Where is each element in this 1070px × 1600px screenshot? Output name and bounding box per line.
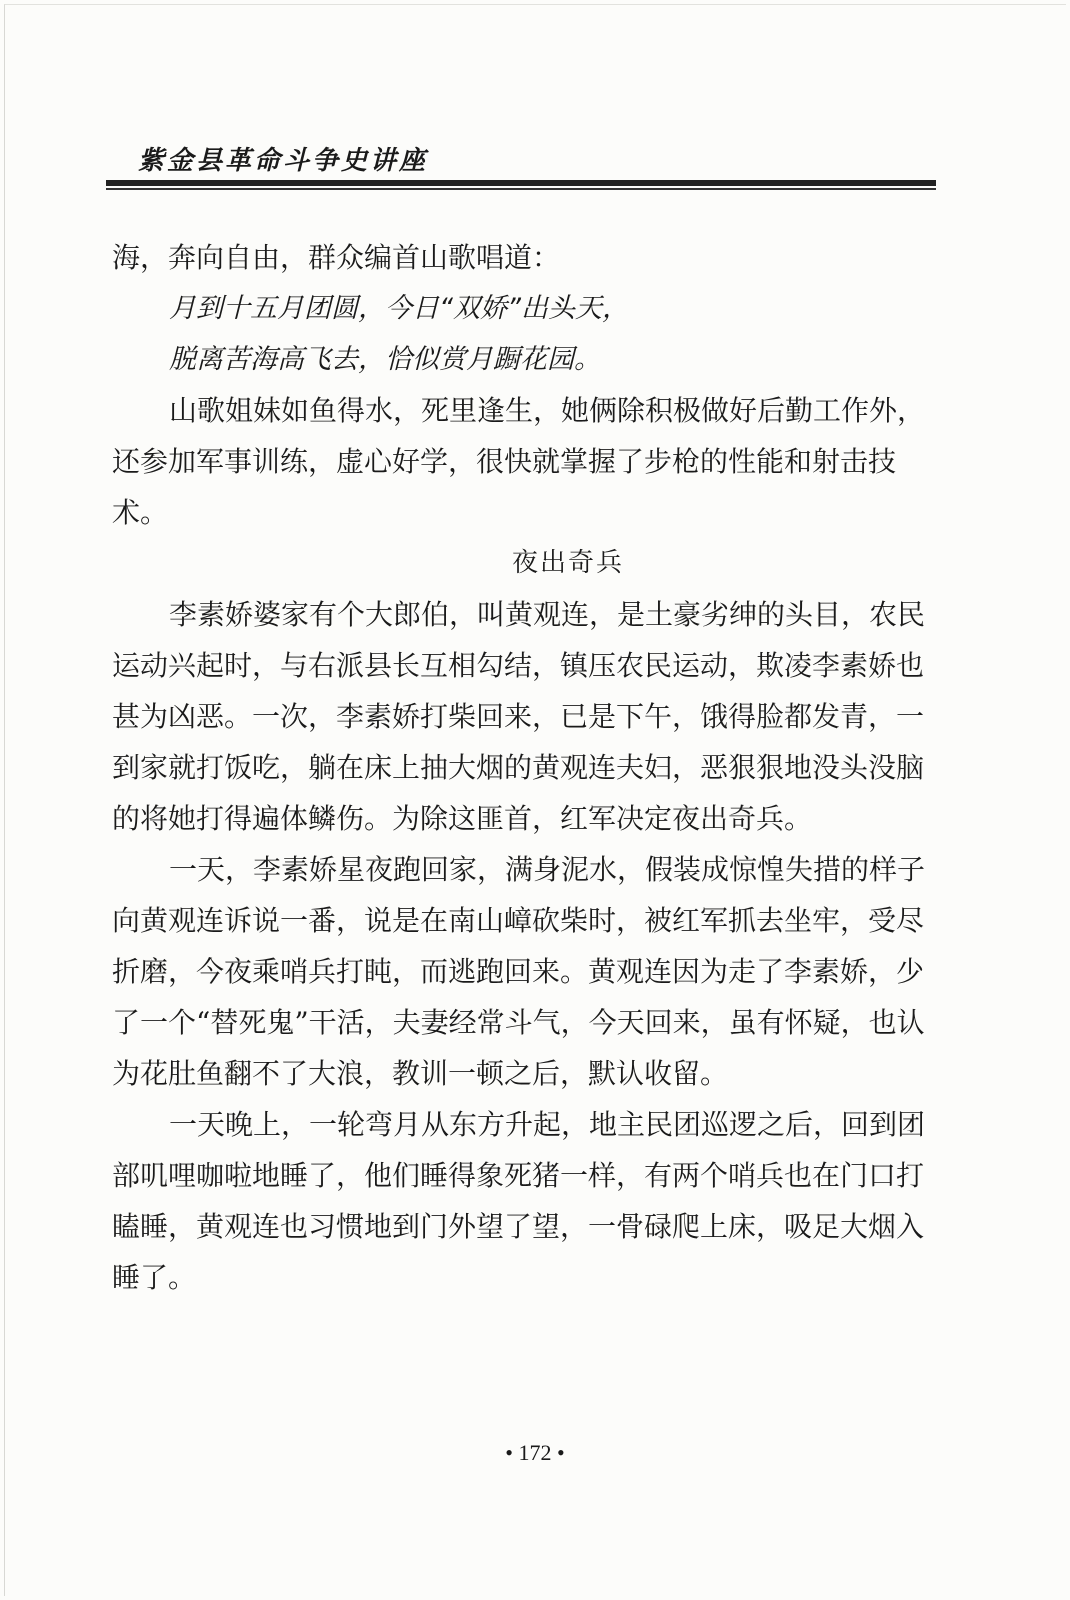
paragraph: 一天，李素娇星夜跑回家，满身泥水，假装成惊惶失措的样子向黄观连诉说一番，说是在南山嶂砍柴时，被红军抓去坐牢，受尽折磨，今夜乘哨兵打盹，而逃跑回来。黄观连因为走了李素娇，少了一个“替死鬼”干活，夫妻经常斗气，今天回来，虽有怀疑，也认为花肚鱼翻不了大浪，教训一顿之后，默认收留。 (112, 853, 926, 1090)
paragraph: 海，奔向自由，群众编首山歌唱道： (112, 241, 561, 274)
body-text (112, 232, 944, 1303)
song-line: 月到十五月团圆，今日“双娇”出头天， (169, 293, 629, 324)
paragraph: 山歌姐妹如鱼得水，死里逢生，她俩除积极做好后勤工作外，还参加军事训练，虚心好学，很快就掌握了步枪的性能和射击技术。 (112, 394, 926, 529)
header-rule-thin (106, 188, 936, 190)
song-line: 脱离苦海高飞去，恰似赏月蹰花园。 (169, 344, 601, 375)
header-rule (106, 180, 936, 186)
section-title: 夜出奇兵 (511, 548, 624, 578)
page-number: • 172 • (505, 1440, 565, 1465)
running-head: 紫金县革命斗争史讲座 (138, 146, 429, 176)
paragraph: 一天晚上，一轮弯月从东方升起，地主民团巡逻之后，回到团部叽哩咖啦地睡了，他们睡得象死猪一样，有两个哨兵也在门口打瞌睡，黄观连也习惯地到门外望了望，一骨碌爬上床，吸足大烟入睡了。 (112, 1108, 926, 1294)
paragraph: 李素娇婆家有个大郎伯，叫黄观连，是土豪劣绅的头目，农民运动兴起时，与右派县长互相勾结，镇压农民运动，欺凌李素娇也甚为凶恶。一次，李素娇打柴回来，已是下午，饿得脸都发青，一到家就打饭吃，躺在床上抽大烟的黄观连夫妇，恶狠狠地没头没脑的将她打得遍体鳞伤。为除这匪首，红军决定夜出奇兵。 (112, 598, 926, 835)
